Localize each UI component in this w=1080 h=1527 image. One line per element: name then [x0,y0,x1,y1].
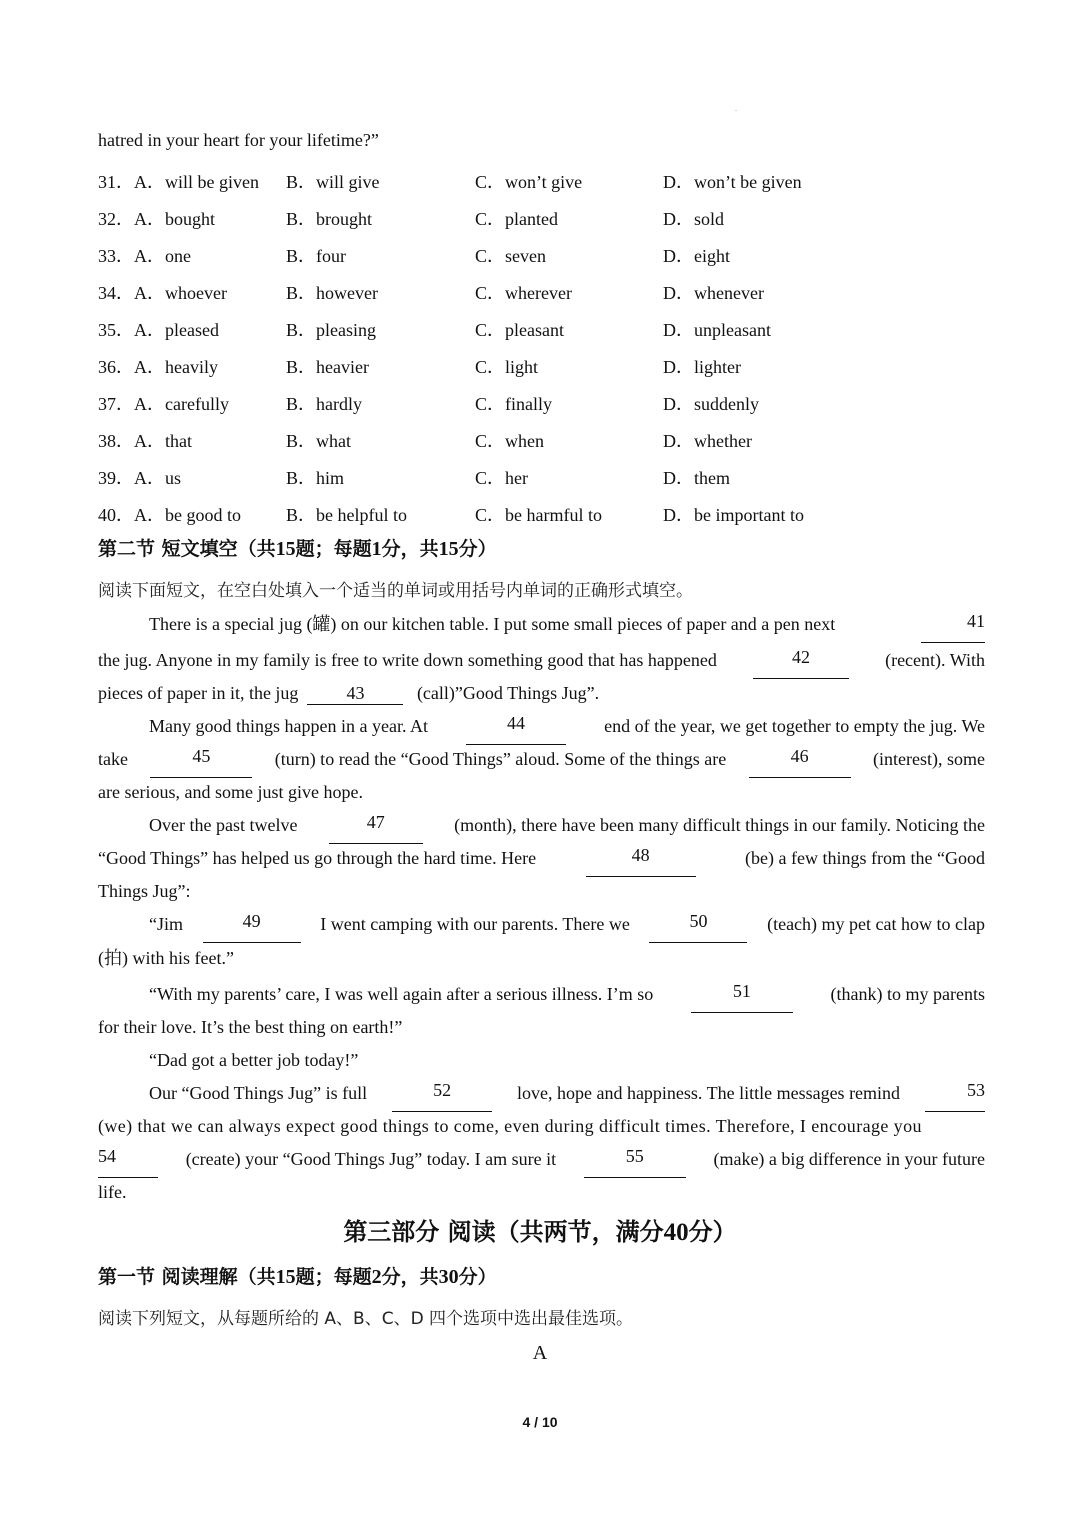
option-b: B．be helpful to [286,504,407,525]
question-number: 31． [98,171,134,192]
option-b: B．hardly [286,393,362,414]
option-c: C．pleasant [475,319,564,340]
carry-over-line: hatred in your heart for your lifetime?” [98,130,379,150]
option-row [98,310,998,347]
passage-line-9: Things Jug”: [98,881,191,901]
question-number: 34． [98,282,134,303]
option-c: C．planted [475,208,558,229]
question-number: 32． [98,208,134,229]
question-number: 40． [98,504,134,525]
part3-heading: 第三部分 阅读（共两节，满分40分） [343,1218,737,1246]
option-d: D．sold [663,208,725,229]
blank-48: 48 [586,844,696,877]
option-a: A．carefully [134,393,229,414]
passage-label: A [532,1342,548,1364]
option-a: A．bought [134,208,215,229]
question-number: 33． [98,245,134,266]
option-b: B．what [286,430,351,451]
blank-44: 44 [466,712,566,745]
passage-line-2: the jug. Anyone in my family is free to write down something good that has happened 42 (recent). With [98,646,985,679]
option-row [98,458,998,495]
blank-55: 55 [584,1145,686,1178]
option-b: B．will give [286,171,380,192]
option-c: C．be harmful to [475,504,602,525]
blank-53: 53 [925,1079,985,1112]
question-number-and-option-a [98,279,227,305]
question-number: 38． [98,430,134,451]
question-number: 35． [98,319,134,340]
question-number-and-option-a [98,316,219,342]
option-b: B．however [286,282,378,303]
question-number-and-option-a [98,205,215,231]
option-a: A．be good to [134,504,241,525]
option-b: B．heavier [286,356,369,377]
option-c: C．light [475,356,539,377]
blank-41: 41 [921,610,985,643]
option-row [98,421,998,458]
passage-line-14: “Dad got a better job today!” [149,1050,359,1070]
option-d: D．whether [663,430,752,451]
page-number: 4 / 10 [522,1414,558,1430]
passage-line-3: pieces of paper in it, the jug 43 (call)”Good Things Jug”. [98,683,600,703]
blank-51: 51 [691,980,793,1013]
question-number: 36． [98,356,134,377]
passage-line-17: 54 (create) your “Good Things Jug” today. I am sure it 55 (make) a big difference in your future [98,1145,985,1178]
section1-heading: 第一节 阅读理解（共15题；每题2分，共30分） [98,1266,497,1288]
option-c: C．won’t give [475,171,583,192]
option-d: D．eight [663,245,730,266]
blank-52: 52 [392,1079,492,1112]
option-c: C．finally [475,393,552,414]
question-number-and-option-a [98,353,218,379]
option-c: C．seven [475,245,546,266]
passage-line-6: are serious, and some just give hope. [98,782,363,802]
blank-42: 42 [753,646,849,679]
passage-line-5: take 45 (turn) to read the “Good Things” aloud. Some of the things are 46 (interest), some [98,745,985,778]
passage-line-4: Many good things happen in a year. At 44 end of the year, we get together to empty the jug. We [98,712,985,745]
option-a: A．us [134,467,182,488]
option-d: D．them [663,467,730,488]
section2-instruction: 阅读下面短文，在空白处填入一个适当的单词或用括号内单词的正确形式填空。 [98,581,693,601]
option-c: C．wherever [475,282,572,303]
question-number-and-option-a [98,168,259,194]
passage-line-11: (拍) with his feet.” [98,948,234,968]
question-number-and-option-a [98,242,191,268]
option-row [98,199,998,236]
question-number: 37． [98,393,134,414]
passage-line-12: “With my parents’ care, I was well again after a serious illness. I’m so 51 (thank) to my parents [98,980,985,1013]
blank-49: 49 [203,910,301,943]
scan-mark: . [735,104,737,113]
option-d: D．won’t be given [663,171,802,192]
section2-heading: 第二节 短文填空（共15题；每题1分，共15分） [98,538,497,560]
question-number-and-option-a [98,427,192,453]
option-a: A．whoever [134,282,227,303]
option-b: B．brought [286,208,373,229]
passage-line-10: “Jim 49 I went camping with our parents. There we 50 (teach) my pet cat how to clap [98,910,985,943]
option-row [98,273,998,310]
passage-line-7: Over the past twelve 47 (month), there have been many difficult things in our family. Noticing the [98,811,985,844]
blank-47: 47 [329,811,423,844]
option-a: A．that [134,430,192,451]
option-row [98,236,998,273]
passage-line-13: for their love. It’s the best thing on earth!” [98,1017,403,1037]
passage-line-1: There is a special jug (罐) on our kitchen table. I put some small pieces of paper and a pen next 41 [98,610,985,643]
option-a: A．will be given [134,171,259,192]
blank-43: 43 [307,682,403,705]
passage-line-15: Our “Good Things Jug” is full 52 love, hope and happiness. The little messages remind 53 [98,1079,985,1112]
passage-line-16: (we) that we can always expect good things to come, even during difficult times. Therefore, I encourage you [98,1116,922,1136]
option-row [98,162,998,199]
option-b: B．him [286,467,345,488]
options-table [98,162,998,532]
question-number-and-option-a [98,464,181,490]
blank-46: 46 [749,745,851,778]
option-c: C．when [475,430,544,451]
option-b: B．four [286,245,346,266]
blank-45: 45 [150,745,252,778]
option-a: A．one [134,245,191,266]
option-c: C．her [475,467,528,488]
blank-50: 50 [649,910,747,943]
option-d: D．suddenly [663,393,759,414]
option-row [98,347,998,384]
option-b: B．pleasing [286,319,376,340]
option-a: A．pleased [134,319,219,340]
section1-instruction: 阅读下列短文，从每题所给的 A、B、C、D 四个选项中选出最佳选项。 [98,1309,634,1329]
option-row [98,384,998,421]
question-number: 39． [98,467,134,488]
option-a: A．heavily [134,356,218,377]
option-d: D．unpleasant [663,319,771,340]
option-d: D．be important to [663,504,804,525]
option-row [98,495,998,532]
passage-line-18: life. [98,1182,127,1202]
question-number-and-option-a [98,390,229,416]
option-d: D．lighter [663,356,741,377]
passage-line-8: “Good Things” has helped us go through the hard time. Here 48 (be) a few things from the “Good [98,844,985,877]
blank-54: 54 [98,1145,158,1178]
option-d: D．whenever [663,282,764,303]
question-number-and-option-a [98,501,241,527]
